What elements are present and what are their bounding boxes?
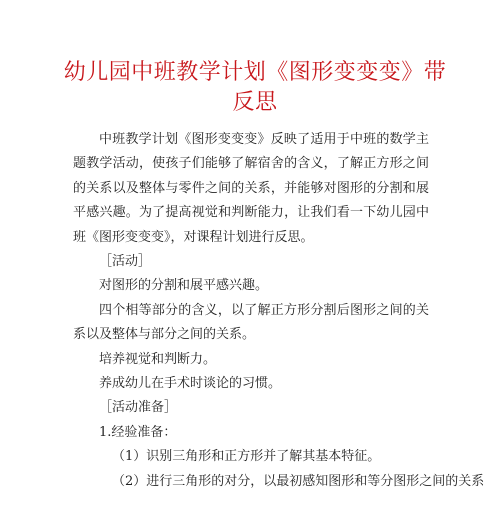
document-title: 幼儿园中班教学计划《图形变变变》带反思 bbox=[63, 60, 447, 115]
section-heading-activity: ［活动］ bbox=[99, 254, 152, 270]
section-heading-preparation: ［活动准备］ bbox=[99, 400, 178, 416]
preparation-item-1: （1）识别三角形和正方形并了解其基本特征。 bbox=[112, 449, 381, 465]
activity-goal-1: 对图形的分割和展平感兴趣。 bbox=[99, 278, 269, 294]
preparation-heading: 1.经验准备： bbox=[99, 424, 177, 440]
document-body bbox=[73, 128, 485, 494]
activity-goal-3: 培养视觉和判断力。 bbox=[99, 351, 217, 367]
activity-goal-4: 养成幼儿在手术时谈论的习惯。 bbox=[99, 376, 282, 392]
activity-goal-2: 四个相等部分的含义，以了解正方形分割后图形之间的关系以及整体与部分之间的关系。 bbox=[73, 302, 429, 343]
preparation-item-2: （2）进行三角形的对分，以最初感知图形和等分图形之间的关系 bbox=[112, 473, 485, 489]
intro-paragraph: 中班教学计划《图形变变变》反映了适用于中班的数学主题教学活动，使孩子们能够了解宿舍的含义，了解正方形之间的关系以及整体与零件之间的关系，并能够对图形的分割和展平感兴趣。为了提高视觉和判断能力，让我们看一下幼儿园中班《图形变变变》，对课程计划进行反思。 bbox=[73, 132, 429, 245]
